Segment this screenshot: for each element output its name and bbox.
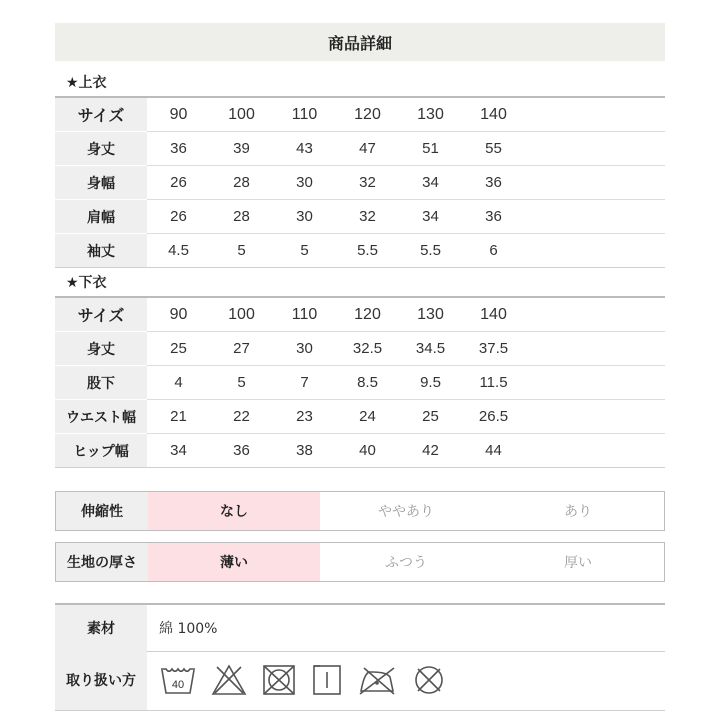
value-cell: 34.5 xyxy=(399,332,462,366)
size-cell: 90 xyxy=(147,97,210,132)
table-header-row xyxy=(55,97,665,132)
value-cell: 8.5 xyxy=(336,366,399,400)
size-cell: 120 xyxy=(336,97,399,132)
value-cell: 42 xyxy=(399,434,462,468)
material-value: 綿 100% xyxy=(159,621,218,637)
table-pad xyxy=(525,434,665,468)
row-label: 肩幅 xyxy=(55,200,147,234)
row-label: 袖丈 xyxy=(55,234,147,268)
thickness-option: 厚い xyxy=(564,555,592,571)
value-cell: 23 xyxy=(273,400,336,434)
table-row xyxy=(55,132,665,166)
wash-temp-label: 40 xyxy=(171,679,185,691)
value-cell: 5 xyxy=(210,234,273,268)
value-cell: 26 xyxy=(147,200,210,234)
table-row xyxy=(55,366,665,400)
row-label: ウエスト幅 xyxy=(55,400,147,434)
value-cell: 27 xyxy=(210,332,273,366)
table-pad xyxy=(525,97,665,132)
value-cell: 47 xyxy=(336,132,399,166)
table-row xyxy=(55,332,665,366)
value-cell: 28 xyxy=(210,200,273,234)
value-cell: 44 xyxy=(462,434,525,468)
value-cell: 51 xyxy=(399,132,462,166)
value-cell: 30 xyxy=(273,166,336,200)
value-cell: 11.5 xyxy=(462,366,525,400)
thickness-scale xyxy=(55,542,665,582)
value-cell: 4 xyxy=(147,366,210,400)
table-row xyxy=(55,434,665,468)
page-title: 商品詳細 xyxy=(55,23,665,61)
no-bleach-icon xyxy=(211,663,247,697)
value-cell: 36 xyxy=(462,166,525,200)
stretch-option: なし xyxy=(148,492,320,530)
value-cell: 32 xyxy=(336,200,399,234)
value-cell: 25 xyxy=(147,332,210,366)
size-cell: 140 xyxy=(462,297,525,332)
value-cell: 9.5 xyxy=(399,366,462,400)
value-cell: 37.5 xyxy=(462,332,525,366)
size-cell: 130 xyxy=(399,97,462,132)
value-cell: 5 xyxy=(273,234,336,268)
thickness-option: 薄い xyxy=(148,543,320,581)
value-cell: 21 xyxy=(147,400,210,434)
value-cell: 34 xyxy=(399,200,462,234)
value-cell: 26.5 xyxy=(462,400,525,434)
value-cell: 4.5 xyxy=(147,234,210,268)
value-cell: 39 xyxy=(210,132,273,166)
line-dry-icon xyxy=(311,663,343,697)
size-cell: 100 xyxy=(210,297,273,332)
care-label: 取り扱い方 xyxy=(55,650,147,710)
table-pad xyxy=(525,200,665,234)
table-row xyxy=(55,166,665,200)
bottoms-size-table xyxy=(55,296,665,468)
row-label: 身丈 xyxy=(55,132,147,166)
value-cell: 24 xyxy=(336,400,399,434)
row-label: 身丈 xyxy=(55,332,147,366)
value-cell: 5.5 xyxy=(399,234,462,268)
thickness-option: ふつう xyxy=(385,555,427,571)
size-cell: 140 xyxy=(462,97,525,132)
bottoms-section-label: ★下衣 xyxy=(66,275,107,291)
material-row xyxy=(55,603,665,652)
value-cell: 32.5 xyxy=(336,332,399,366)
table-header-row xyxy=(55,297,665,332)
size-cell: 100 xyxy=(210,97,273,132)
value-cell: 30 xyxy=(273,200,336,234)
stretch-option: ややあり xyxy=(378,504,434,520)
stretch-label: 伸縮性 xyxy=(56,492,148,530)
row-label: サイズ xyxy=(55,97,147,132)
table-pad xyxy=(525,234,665,268)
value-cell: 36 xyxy=(147,132,210,166)
row-label: サイズ xyxy=(55,297,147,332)
size-cell: 90 xyxy=(147,297,210,332)
table-row xyxy=(55,234,665,268)
tops-size-table xyxy=(55,96,665,268)
value-cell: 34 xyxy=(147,434,210,468)
table-pad xyxy=(525,366,665,400)
row-label: 股下 xyxy=(55,366,147,400)
stretch-scale xyxy=(55,491,665,531)
row-label: ヒップ幅 xyxy=(55,434,147,468)
value-cell: 55 xyxy=(462,132,525,166)
value-cell: 36 xyxy=(210,434,273,468)
size-cell: 110 xyxy=(273,97,336,132)
care-icons xyxy=(147,650,665,710)
table-pad xyxy=(525,332,665,366)
table-pad xyxy=(525,132,665,166)
table-row xyxy=(55,200,665,234)
size-cell: 120 xyxy=(336,297,399,332)
table-pad xyxy=(525,297,665,332)
value-cell: 28 xyxy=(210,166,273,200)
value-cell: 40 xyxy=(336,434,399,468)
low-iron-icon xyxy=(357,663,397,697)
wash-40-icon xyxy=(159,663,197,697)
tops-section-label: ★上衣 xyxy=(66,75,107,91)
table-pad xyxy=(525,166,665,200)
table-row xyxy=(55,400,665,434)
value-cell: 7 xyxy=(273,366,336,400)
value-cell: 5.5 xyxy=(336,234,399,268)
row-label: 身幅 xyxy=(55,166,147,200)
value-cell: 6 xyxy=(462,234,525,268)
value-cell: 43 xyxy=(273,132,336,166)
value-cell: 30 xyxy=(273,332,336,366)
table-pad xyxy=(525,400,665,434)
value-cell: 22 xyxy=(210,400,273,434)
value-cell: 32 xyxy=(336,166,399,200)
no-tumble-dry-icon xyxy=(261,663,297,697)
value-cell: 26 xyxy=(147,166,210,200)
size-cell: 110 xyxy=(273,297,336,332)
no-dry-clean-icon xyxy=(411,663,447,697)
thickness-label: 生地の厚さ xyxy=(56,543,148,581)
value-cell: 36 xyxy=(462,200,525,234)
stretch-option: あり xyxy=(564,504,592,520)
size-cell: 130 xyxy=(399,297,462,332)
material-label: 素材 xyxy=(55,605,147,651)
value-cell: 34 xyxy=(399,166,462,200)
value-cell: 5 xyxy=(210,366,273,400)
value-cell: 38 xyxy=(273,434,336,468)
value-cell: 25 xyxy=(399,400,462,434)
care-row xyxy=(55,650,665,711)
